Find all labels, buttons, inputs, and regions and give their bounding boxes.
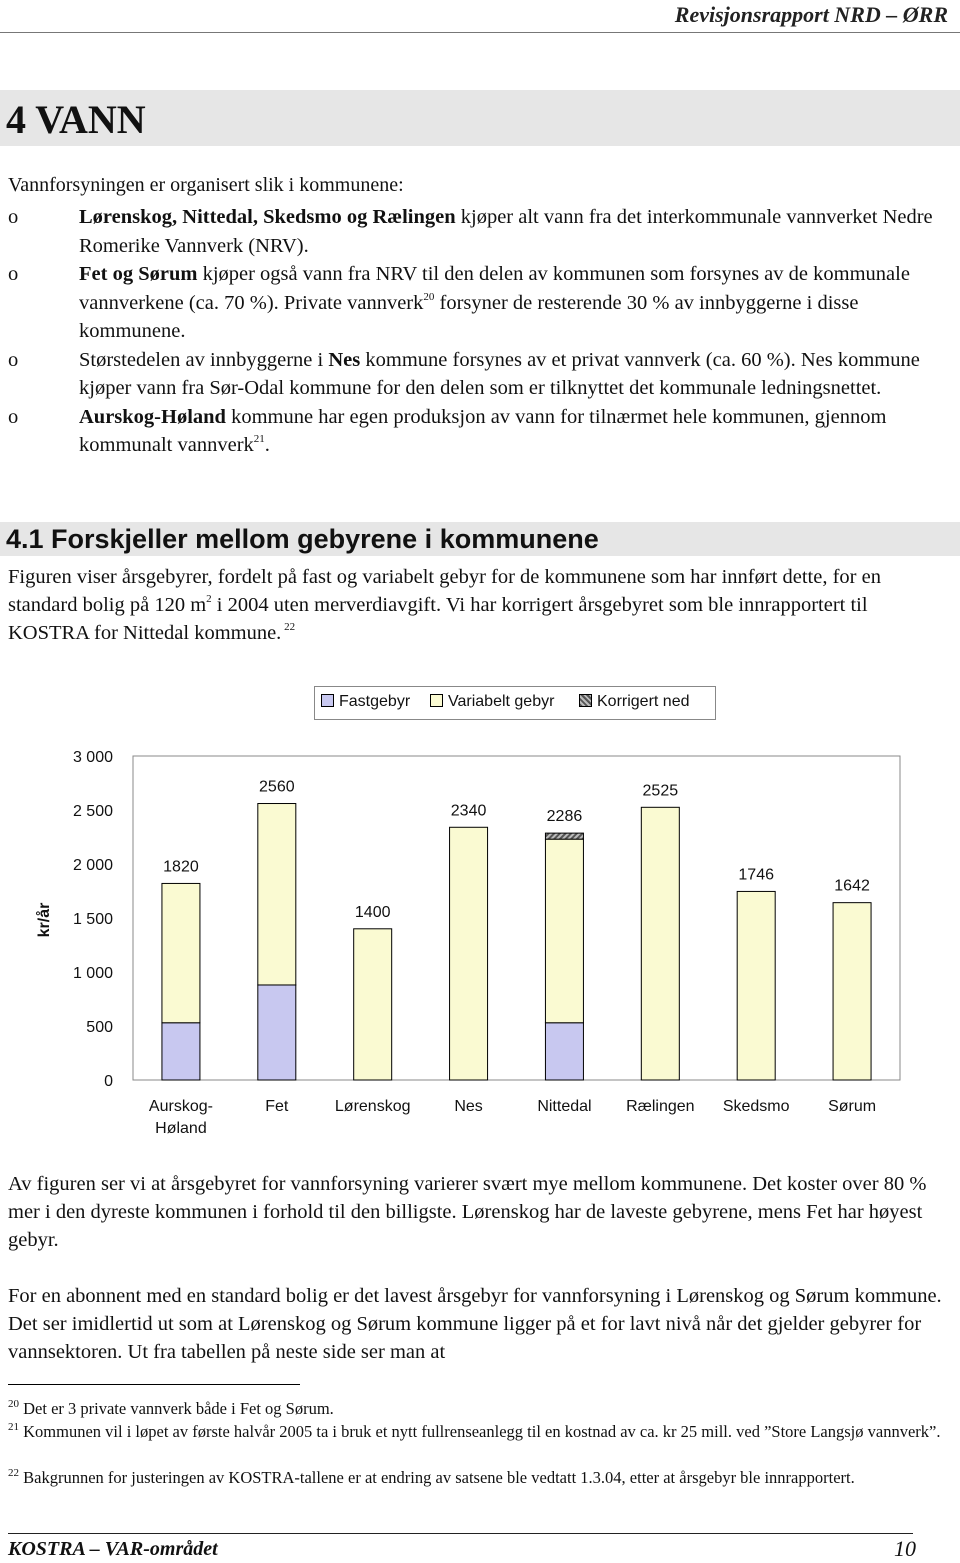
bullet-marker: o [8,405,19,428]
data-label: 2286 [546,808,583,826]
data-label: 1400 [354,903,391,921]
bullet-text: kommune har egen produksjon av vann for tilnærmet hele kommunen, gjennom kommunalt vannverk [79,405,887,456]
bar-segment [450,827,488,1080]
footnote-ref: 21 [253,433,265,445]
bar-segment [162,1023,200,1080]
legend-item [579,693,690,711]
bullet-text: forsyner de resterende 30 % av innbyggerne i disse kommunene. [79,291,859,342]
bar-segment [641,807,679,1080]
bullet-list [8,203,953,460]
x-tick-label: Sørum [828,1098,877,1115]
report-title: Revisjonsrapport NRD – ØRR [674,2,948,27]
bullet-text: . [264,434,270,456]
bullet-marker: o [8,263,19,285]
footnote-number: 21 [8,1421,19,1433]
x-tick-label: Nittedal [537,1098,592,1115]
bullet-text: kjøper alt vann fra det interkommunale vannverket Nedre Romerike Vannverk (NRV). [79,206,933,257]
paragraph-text: i 2004 uten merverdiavgift. Vi har korrigert årsgebyret som ble innrapportert til KOSTRA for Nittedal kommune. [8,594,868,644]
x-tick-label: Skedsmo [722,1098,790,1115]
data-label: 1642 [834,877,870,895]
x-tick-label: Aurskog- [148,1098,213,1115]
bullet-bold: Nes [328,348,361,371]
y-tick-label: 1 000 [72,965,113,982]
legend-label: Fastgebyr [339,693,411,710]
bar-chart [0,730,960,1150]
bullet-text: kommune forsynes av et privat vannverk (ca. 60 %). Nes kommune kjøper vann fra Sør-Odal kommune for den delen som er tilknyttet det kommunale ledningsnettet. [79,348,920,399]
paragraph [8,563,953,647]
x-tick-label: Rælingen [626,1098,695,1115]
y-tick-label: 0 [104,1073,113,1090]
bar-segment [162,883,200,1022]
footnote-number: 22 [8,1467,19,1479]
list-item [8,403,953,460]
footnote-text: Det er 3 private vannverk både i Fet og Sørum. [19,1399,334,1418]
y-tick-label: 2 000 [72,857,113,874]
header-rule [0,32,960,33]
bar-segment [737,891,775,1080]
page-header [0,2,960,30]
footnote-rule [8,1384,300,1385]
bar-segment [258,985,296,1080]
footnote [8,1421,948,1442]
bar-segment [833,903,871,1080]
page-number: 10 [894,1536,916,1561]
legend-item [321,693,410,711]
x-tick-label: Fet [265,1098,289,1115]
footnote-text: Bakgrunnen for justeringen av KOSTRA-tallene er at endring av satsene ble vedtatt 1.3.04, etter at årsgebyr ble innrapportert. [19,1468,855,1487]
footnote-ref: 22 [281,621,296,633]
bullet-bold: Aurskog-Høland [79,405,226,428]
footnote-text: Kommunen vil i løpet av første halvår 2005 ta i bruk et nytt fullrenseanlegg til en kostnad av ca. kr 25 mill. ved ”Store Langsjø vannverk”. [19,1422,941,1441]
chapter-heading-bar [0,90,960,146]
x-tick-label: Høland [155,1120,207,1137]
bullet-bold: Lørenskog, Nittedal, Skedsmo og Rælingen [79,206,456,228]
legend-swatch [321,694,334,707]
paragraph: For en abonnent med en standard bolig er det lavest årsgebyr for vannforsyning i Lørenskog og Sørum kommune. Det ser imidlertid ut som at Lørenskog og Sørum kommune ligger på et for lavt nivå når det gjelder gebyrer for vannsektoren. Ut fra tabellen på neste side ser man at [8,1285,942,1363]
bar-segment [545,839,583,1023]
bullet-text: kjøper også vann fra NRV til den delen av kommunen som forsynes av de kommunale vannverkene (ca. 70 %). Private vannverk [79,263,910,314]
data-label: 2560 [259,778,295,796]
list-item [8,260,953,346]
x-tick-label: Lørenskog [334,1098,411,1115]
legend-swatch [579,694,592,707]
legend-label: Korrigert ned [597,693,690,710]
bullet-text: Størstedelen av innbyggerne i [79,348,329,371]
paragraph: Av figuren ser vi at årsgebyret for vannforsyning varierer svært mye mellom kommunene. Det koster over 80 % mer i den dyreste kommunen i forhold til den billigste. Lørenskog har de laveste gebyrene, mens Fet har høyest gebyr. [8,1173,927,1251]
legend-label: Variabelt gebyr [448,693,555,710]
bullet-marker: o [8,206,19,228]
bar-segment [545,833,583,839]
data-label: 1746 [738,866,774,884]
bar-segment [354,929,392,1080]
footnote [8,1398,948,1419]
data-label: 2525 [642,782,679,800]
section-heading-bar [0,522,960,556]
intro-text: Vannforsyningen er organisert slik i kommunene: [8,174,404,196]
bullet-marker: o [8,348,19,371]
data-label: 1820 [163,858,199,876]
y-tick-label: 1 500 [72,911,113,928]
chart-legend [314,686,716,720]
superscript: 2 [206,593,212,605]
y-tick-label: 2 500 [72,803,113,820]
y-tick-label: 500 [86,1019,113,1036]
footnote-ref: 20 [423,290,435,303]
section-heading: 4.1 Forskjeller mellom gebyrene i kommunene [6,524,599,554]
paragraph-text: Figuren viser årsgebyrer, fordelt på fast og variabelt gebyr for de kommunene som har innført dette, for en standard bolig på 120 m [8,566,881,616]
y-axis-label: kr/år [36,902,53,938]
footnote [8,1467,948,1488]
y-tick-label: 3 000 [72,749,113,766]
legend-swatch [430,694,443,707]
legend-item [430,693,554,711]
data-label: 2340 [450,802,487,820]
bullet-bold: Fet og Sørum [79,263,198,285]
plot-area [133,756,900,1080]
footnote-number: 20 [8,1398,19,1410]
footer-rule [8,1533,913,1534]
bar-segment [258,804,296,985]
list-item [8,203,953,260]
bar-segment [545,1023,583,1080]
list-item [8,346,953,403]
chapter-heading: 4 VANN [6,97,146,142]
footer-title: KOSTRA – VAR-området [8,1538,218,1560]
x-tick-label: Nes [454,1098,483,1115]
